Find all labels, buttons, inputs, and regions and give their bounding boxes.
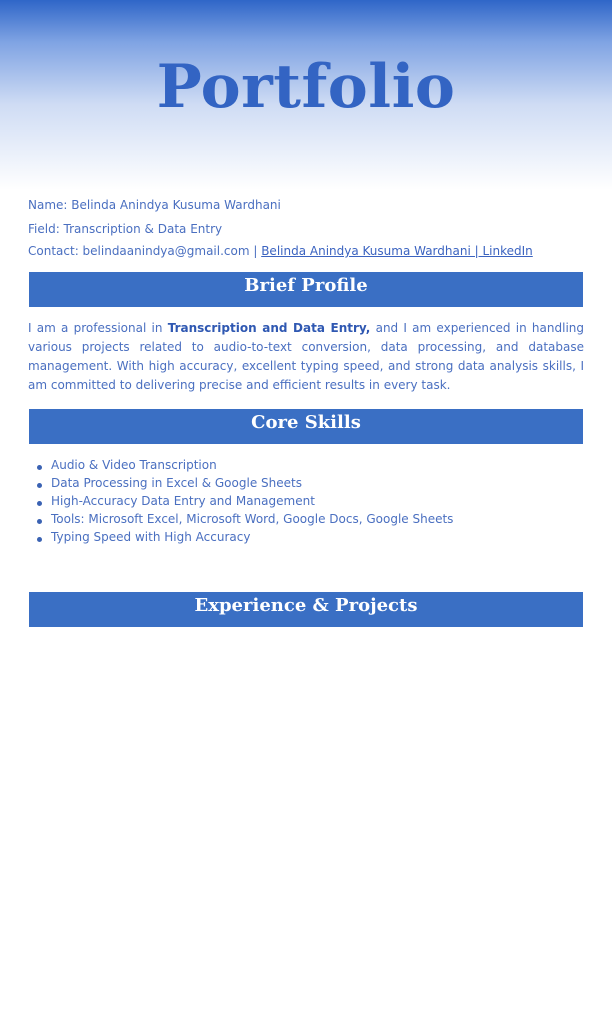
skill-item: Tools: Microsoft Excel, Microsoft Word, Google Docs, Google Sheets — [28, 510, 584, 528]
skill-item: Audio & Video Transcription — [28, 456, 584, 474]
section-core-skills — [29, 409, 583, 444]
profile-rest: and I am experienced in handling various projects related to audio-to-text conversion, data processing, and database management. With high accuracy, excellent typing speed, and strong data analysis skills, I am committed to delivering precise and efficient results in every task. — [28, 321, 585, 392]
name-line: Name: Belinda Anindya Kusuma Wardhani — [28, 198, 281, 212]
field-line: Field: Transcription & Data Entry — [28, 222, 223, 236]
skill-item: Data Processing in Excel & Google Sheets — [28, 474, 584, 492]
section-brief-profile — [29, 272, 583, 307]
skill-item: Typing Speed with High Accuracy — [28, 528, 584, 546]
section-title-core-skills: Core Skills — [251, 412, 361, 433]
hero-banner — [0, 0, 612, 190]
profile-highlight: Transcription and Data Entry, — [167, 321, 371, 335]
contact-line — [28, 244, 533, 258]
page-title: Portfolio — [156, 52, 456, 122]
skills-list — [28, 456, 584, 546]
section-title-experience: Experience & Projects — [194, 595, 418, 616]
profile-paragraph — [28, 319, 584, 395]
linkedin-link[interactable]: Belinda Anindya Kusuma Wardhani | LinkedIn — [261, 244, 533, 258]
section-experience — [29, 592, 583, 627]
skill-item: High-Accuracy Data Entry and Management — [28, 492, 584, 510]
profile-intro: I am a professional in — [28, 321, 168, 335]
contact-email: Contact: belindaanindya@gmail.com | — [28, 244, 262, 258]
section-title-brief-profile: Brief Profile — [244, 275, 368, 296]
